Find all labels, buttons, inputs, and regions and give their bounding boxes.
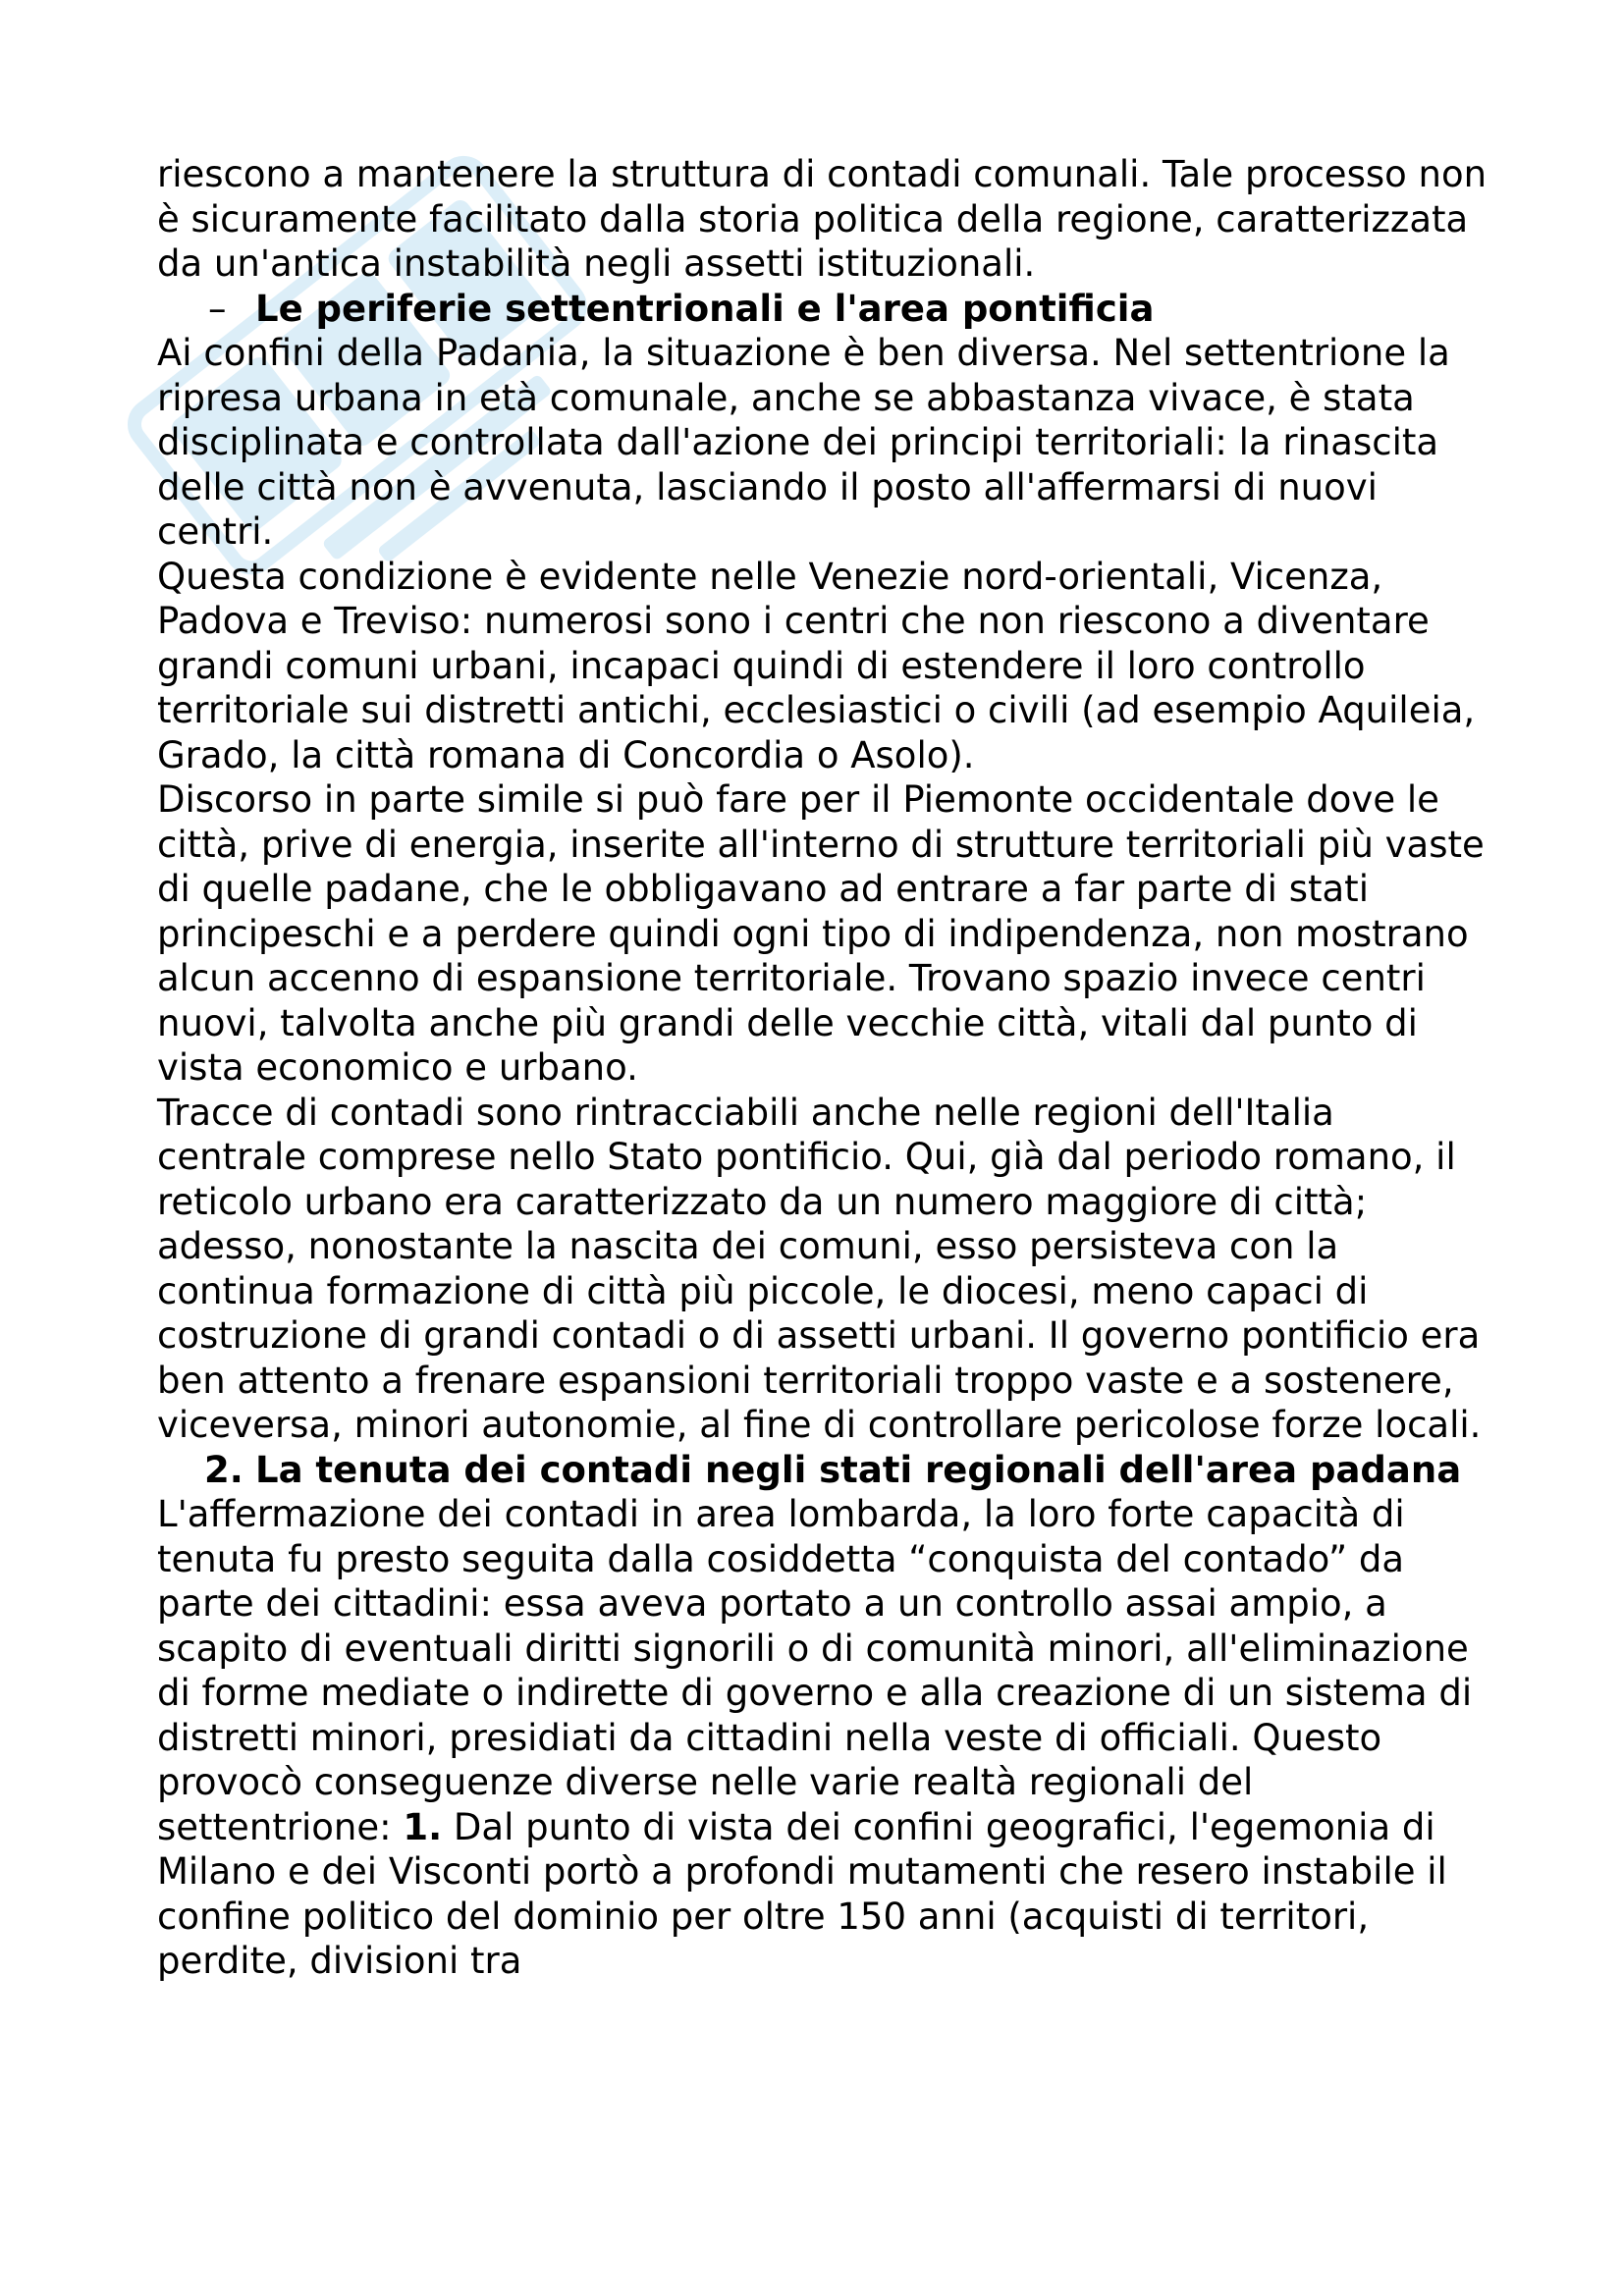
paragraph-6-part-a: L'affermazione dei contadi in area lombarda, la loro forte capacità di tenuta fu presto seguita dalla cosiddetta “conquista del contado” da parte dei cittadini: essa aveva portato a un controllo assai ampio, a scapito di eventuali diritti signorili o di comunità minori, all'eliminazione di forme mediate o indirette di governo e alla creazione di un sistema di distretti minori, presidiati da cittadini nella veste di officiali. Questo provocò conseguenze diverse nelle varie realtà regionali del settentrione: [157,1493,1473,1848]
paragraph-3: Questa condizione è evidente nelle Venezie nord-orientali, Vicenza, Padova e Treviso: numerosi sono i centri che non riescono a diventare grandi comuni urbani, incapaci quindi di estendere il loro controllo territoriale sui distretti antichi, ecclesiastici o civili (ad esempio Aquileia, Grado, la città romana di Concordia o Asolo). [157,555,1476,776]
section-heading-periferie [157,287,1492,332]
heading-title-tenuta: La tenuta dei contadi negli stati regionali dell'area padana [255,1448,1462,1491]
paragraph-6-part-b: Dal punto di vista dei confini geografici, l'egemonia di Milano e dei Visconti portò a profondi mutamenti che resero instabile il confine politico del dominio per oltre 150 anni (acquisti di territori, perdite, divisioni tra [157,1805,1447,1982]
paragraph-2: Ai confini della Padania, la situazione è ben diversa. Nel settentrione la ripresa urbana in età comunale, anche se abbastanza vivace, è stata disciplinata e controllata dall'azione dei principi territoriali: la rinascita delle città non è avvenuta, lasciando il posto all'affermarsi di nuovi centri. [157,332,1450,553]
document-page [157,152,1492,1984]
heading-dash-marker: – [208,287,227,330]
paragraph-6 [157,1492,1492,1984]
heading-number-marker: 2. [204,1448,243,1491]
paragraph-4: Discorso in parte simile si può fare per il Piemonte occidentale dove le città, prive di energia, inserite all'interno di strutture territoriali più vaste di quelle padane, che le obbligavano ad entrare a far parte di stati principeschi e a perdere quindi ogni tipo di indipendenza, non mostrano alcun accenno di espansione territoriale. Trovano spazio invece centri nuovi, talvolta anche più grandi delle vecchie città, vitali dal punto di vista economico e urbano. [157,778,1485,1089]
paragraph-5: Tracce di contadi sono rintracciabili anche nelle regioni dell'Italia centrale comprese nello Stato pontificio. Qui, già dal periodo romano, il reticolo urbano era caratterizzato da un numero maggiore di città; adesso, nonostante la nascita dei comuni, esso persisteva con la continua formazione di città più piccole, le diocesi, meno capaci di costruzione di grandi contadi o di assetti urbani. Il governo pontificio era ben attento a frenare espansioni territoriali troppo vaste e a sostenere, viceversa, minori autonomie, al fine di controllare pericolose forze locali. [157,1091,1482,1446]
heading-title-periferie: Le periferie settentrionali e l'area pontificia [255,287,1155,330]
section-heading-tenuta [157,1448,1492,1493]
paragraph-6-bold-number: 1. [403,1805,443,1848]
paragraph-1: riescono a mantenere la struttura di contadi comunali. Tale processo non è sicuramente facilitato dalla storia politica della regione, caratterizzata da un'antica instabilità negli assetti istituzionali. [157,153,1488,285]
